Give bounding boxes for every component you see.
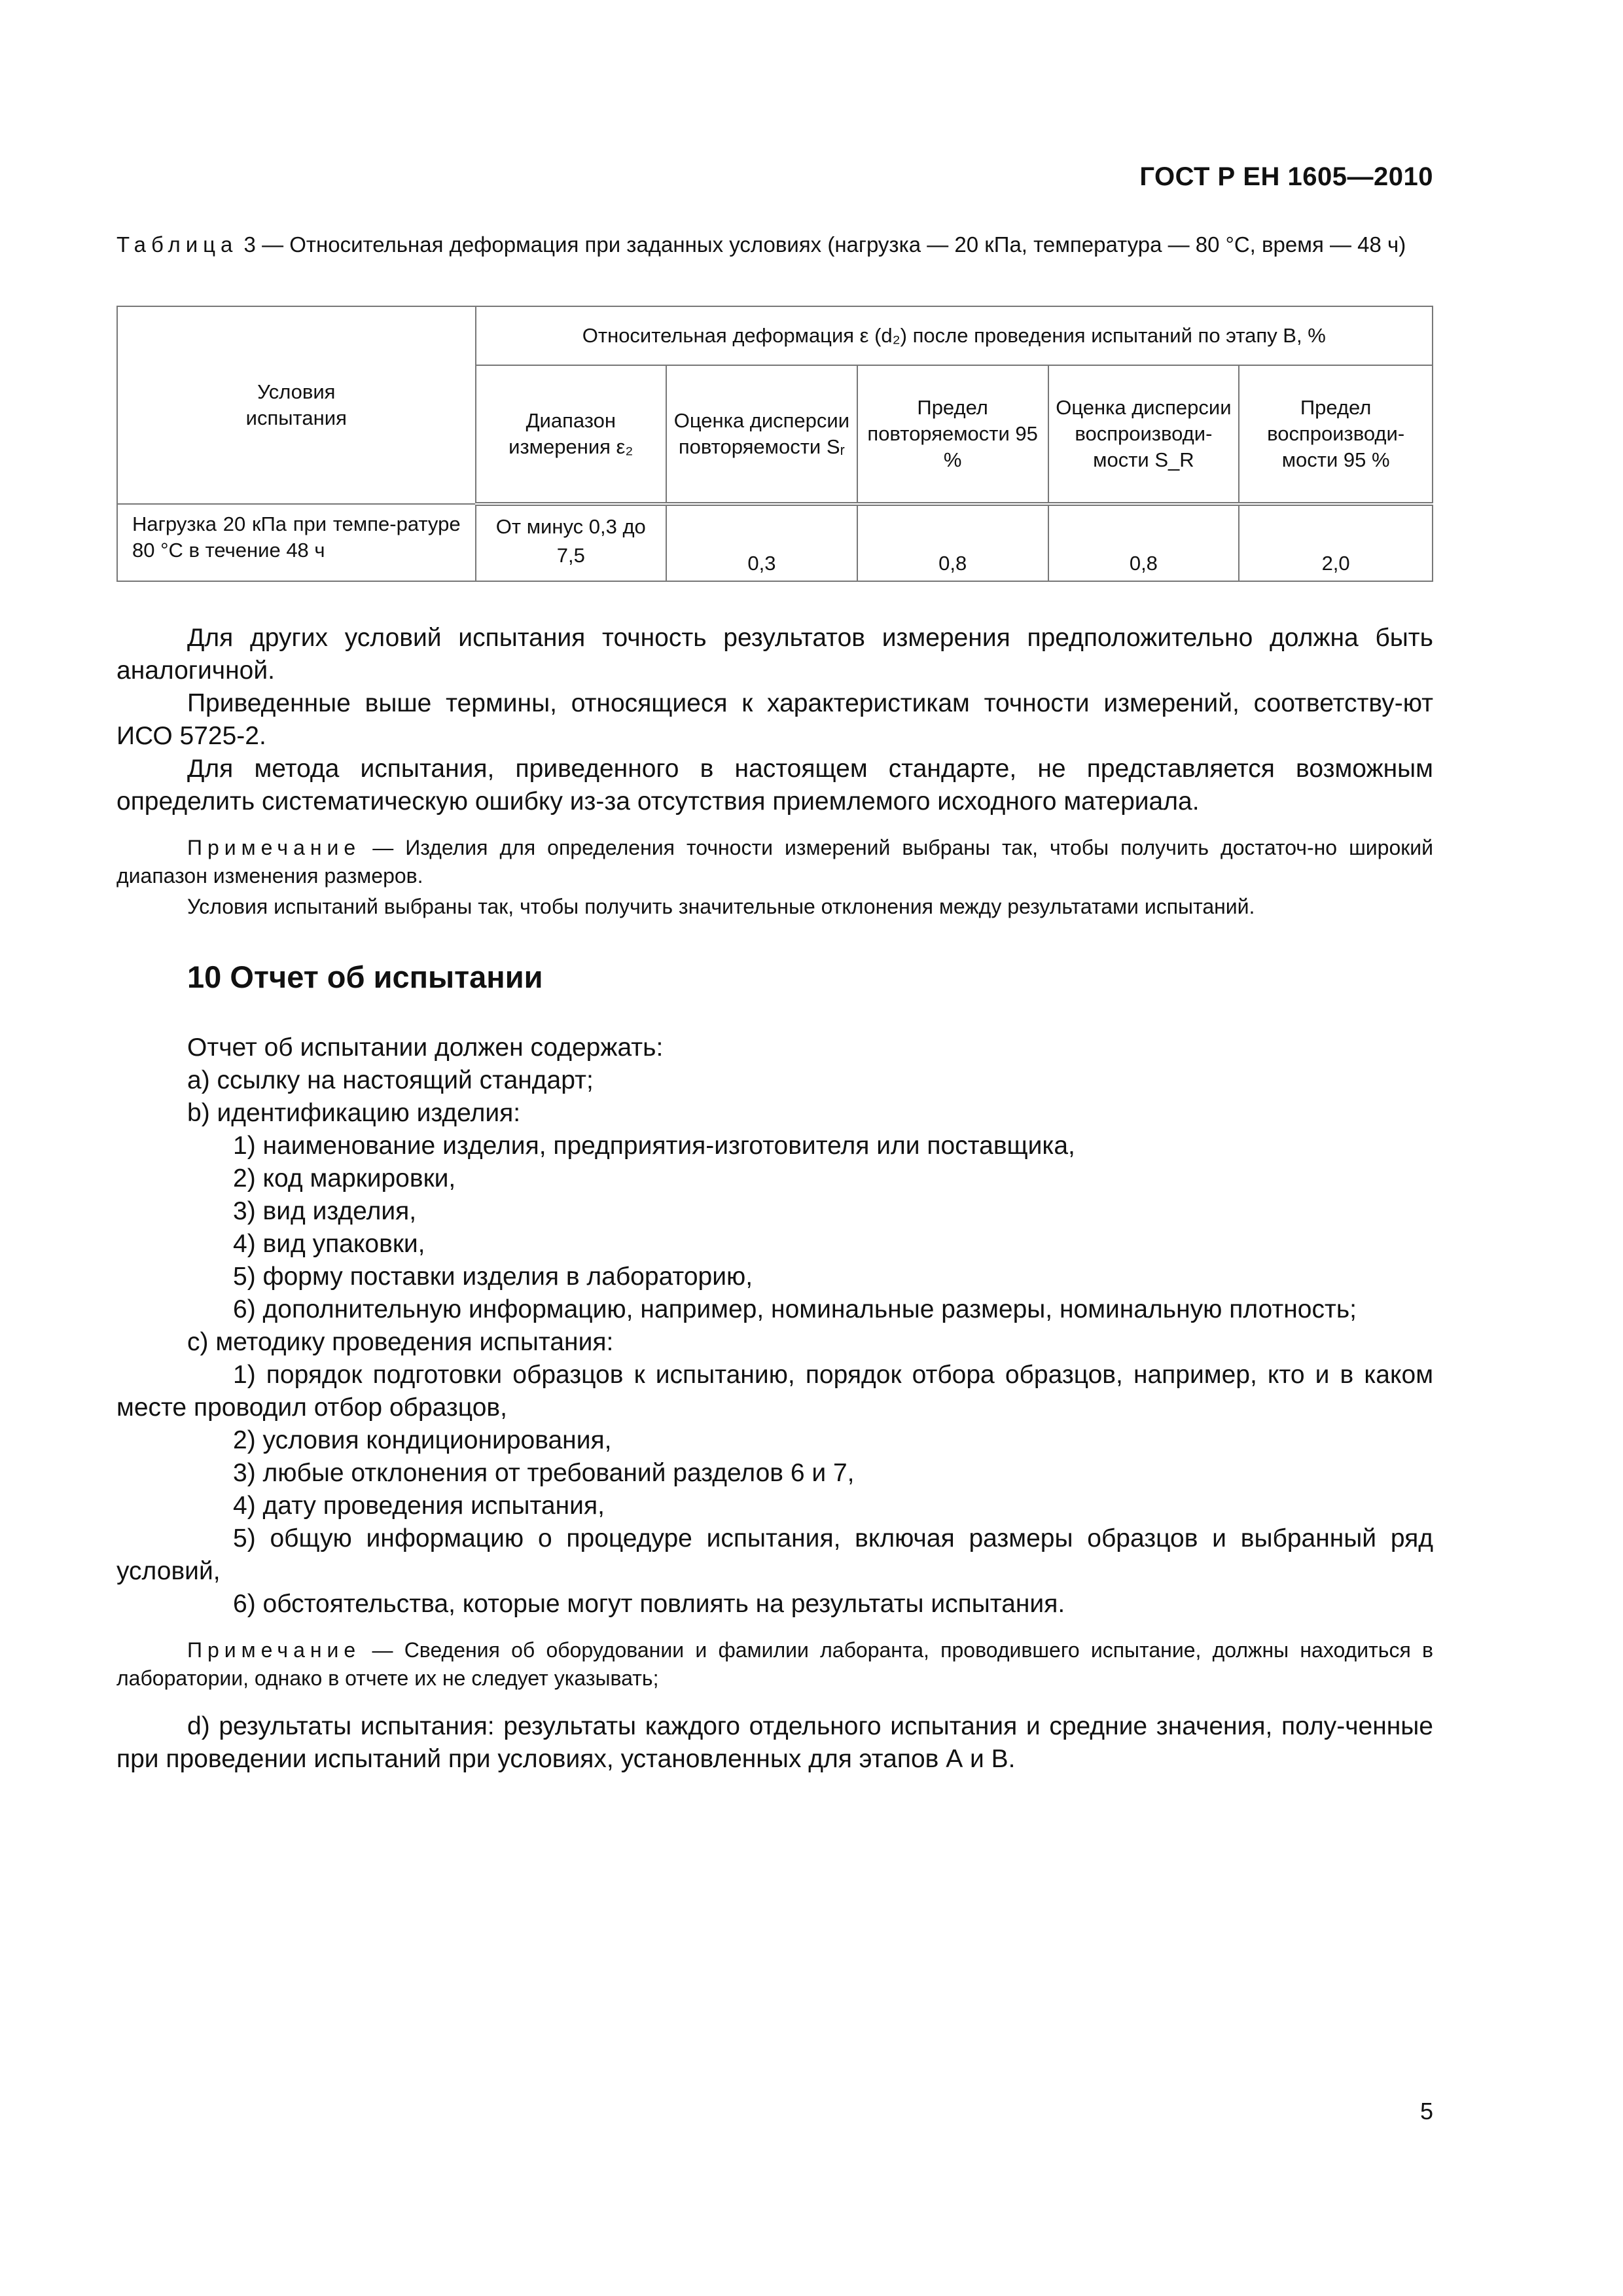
cell-conditions: Нагрузка 20 кПа при темпе-ратуре 80 °С в течение 48 ч xyxy=(117,504,476,581)
cell-reproducibility-limit: 2,0 xyxy=(1239,504,1433,581)
table-caption-text: 3 — Относительная деформация при заданных условиях (нагрузка — 20 кПа, температура — 80 °С, время — 48 ч) xyxy=(238,232,1406,257)
cell-repeatability-limit: 0,8 xyxy=(857,504,1048,581)
list-item-c2: 2) условия кондиционирования, xyxy=(233,1426,612,1454)
header-reproducibility-variance: Оценка дисперсии воспроизводи-мости S_R xyxy=(1048,365,1240,504)
list-item-c: c) методику проведения испытания: xyxy=(187,1328,614,1356)
table-caption xyxy=(116,230,1433,259)
document-page xyxy=(116,0,1433,2296)
list-item-b5: 5) форму поставки изделия в лабораторию, xyxy=(233,1263,753,1291)
header-reproducibility-limit: Предел воспроизводи-мости 95 % xyxy=(1239,365,1433,504)
header-group-deformation: Относительная деформация ε (d₂) после проведения испытаний по этапу В, % xyxy=(476,306,1433,365)
cell-range: От минус 0,3 до 7,5 xyxy=(476,504,666,581)
header-range: Диапазон измерения ε₂ xyxy=(476,365,666,504)
list-item-b3: 3) вид изделия, xyxy=(233,1197,417,1225)
document-id-header: ГОСТ Р ЕН 1605—2010 xyxy=(1139,162,1433,191)
list-item-d: d) результаты испытания: результаты каждого отдельного испытания и средние значения, полу-ченные при проведении испытаний при условиях, установленных для этапов А и В. xyxy=(116,1712,1433,1773)
section-title: 10 Отчет об испытании xyxy=(187,960,543,994)
note-text: — Изделия для определения точности измерений выбраны так, чтобы получить достаточ-но широкий диапазон изменения размеров. xyxy=(116,836,1433,888)
table-row xyxy=(117,504,1433,581)
list-item-b2: 2) код маркировки, xyxy=(233,1164,456,1193)
note-equipment xyxy=(116,1636,1433,1693)
header-repeatability-variance: Оценка дисперсии повторяемости Sᵣ xyxy=(666,365,857,504)
list-item-c6: 6) обстоятельства, которые могут повлиять на результаты испытания. xyxy=(233,1590,1065,1618)
note-text: — Сведения об оборудовании и фамилии лаборанта, проводившего испытание, должны находиться в лаборатории, однако в отчете их не следует указывать; xyxy=(116,1638,1433,1690)
list-item-a: a) ссылку на настоящий стандарт; xyxy=(187,1066,594,1094)
paragraph-terms: Приведенные выше термины, относящиеся к характеристикам точности измерений, соответству-ют ИСО 5725-2. xyxy=(116,689,1433,750)
note-label: Примечание xyxy=(187,1638,361,1662)
page-number: 5 xyxy=(1419,2098,1433,2125)
list-item-b1: 1) наименование изделия, предприятия-изготовителя или поставщика, xyxy=(233,1132,1075,1160)
cell-reproducibility-variance: 0,8 xyxy=(1048,504,1240,581)
note-precision xyxy=(116,834,1433,890)
list-item-c5: 5) общую информацию о процедуре испытания, включая размеры образцов и выбранный ряд условий, xyxy=(116,1524,1433,1585)
deformation-table xyxy=(116,306,1433,582)
list-item-c3: 3) любые отклонения от требований разделов 6 и 7, xyxy=(233,1459,855,1487)
paragraph-systematic-error: Для метода испытания, приведенного в настоящем стандарте, не представляется возможным определить систематическую ошибку из-за отсутствия приемлемого исходного материала. xyxy=(116,755,1433,816)
list-item-b: b) идентификацию изделия: xyxy=(187,1099,521,1127)
table-caption-label: Таблица xyxy=(116,232,238,257)
header-repeatability-limit: Предел повторяемости 95 % xyxy=(857,365,1048,504)
list-item-c4: 4) дату проведения испытания, xyxy=(233,1492,605,1520)
header-conditions: Условия испытания xyxy=(117,306,476,504)
section-intro: Отчет об испытании должен содержать: xyxy=(187,1033,664,1062)
note-label: Примечание xyxy=(187,836,361,859)
cell-repeatability-variance: 0,3 xyxy=(666,504,857,581)
note-conditions: Условия испытаний выбраны так, чтобы получить значительные отклонения между результатами испытаний. xyxy=(187,895,1255,918)
paragraph-precision: Для других условий испытания точность результатов измерения предположительно должна быть аналогичной. xyxy=(116,624,1433,685)
list-item-b6: 6) дополнительную информацию, например, номинальные размеры, номинальную плотность; xyxy=(233,1295,1357,1323)
list-item-b4: 4) вид упаковки, xyxy=(233,1230,425,1258)
list-item-c1: 1) порядок подготовки образцов к испытанию, порядок отбора образцов, например, кто и в каком месте проводил отбор образцов, xyxy=(116,1361,1433,1422)
